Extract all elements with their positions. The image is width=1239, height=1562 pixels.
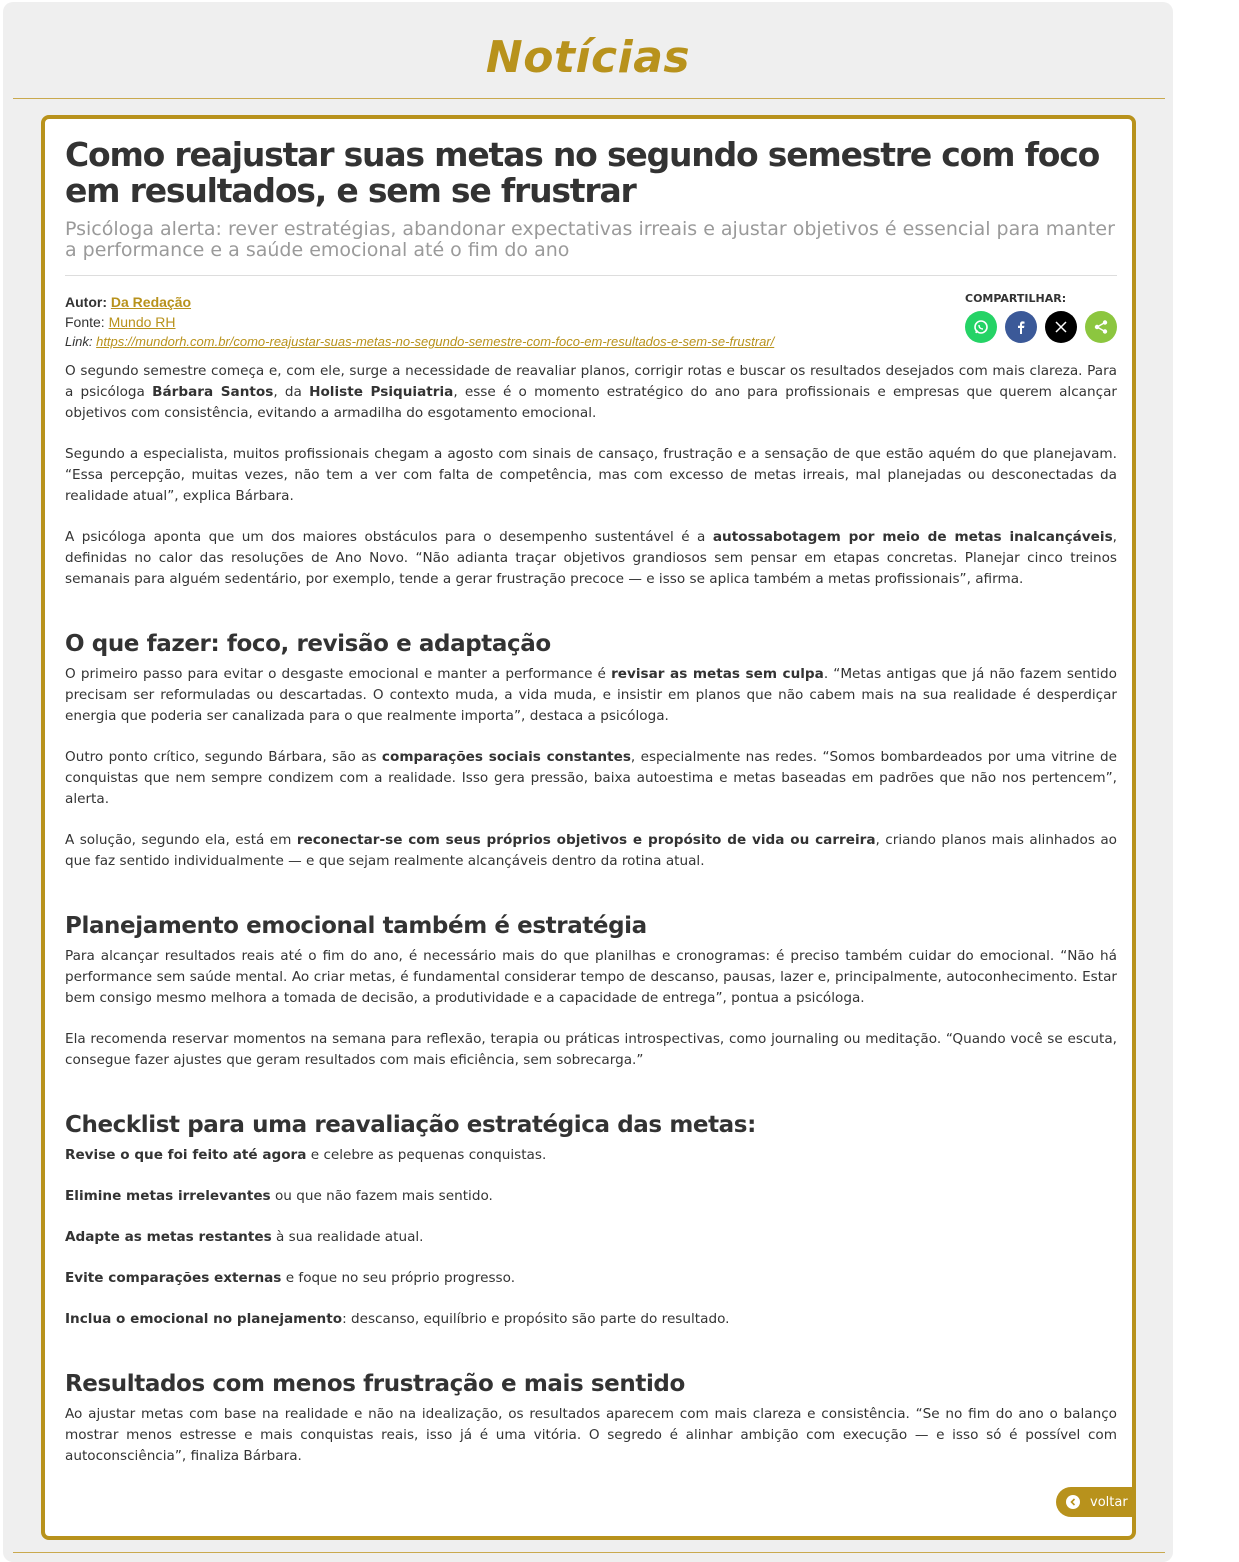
source-label: Fonte: — [65, 314, 105, 330]
whatsapp-share-button[interactable] — [965, 311, 997, 343]
page-title: Notícias — [485, 32, 691, 83]
facebook-share-button[interactable] — [1005, 311, 1037, 343]
whatsapp-icon — [973, 319, 989, 335]
section4-paragraph-1: Ao ajustar metas com base na realidade e não na idealização, os resultados aparecem com mais clareza e consistência. “Se no fim do ano o balanço mostrar menos estresse e mais conquistas reais, isso já é uma vitória. O segredo é alinhar ambição com execução — e isso só é possível com autoconsciência”, finaliza Bárbara. — [65, 1406, 1117, 1464]
title-divider — [13, 98, 1165, 99]
article-content — [65, 119, 1117, 1467]
section2-paragraph-2: Ela recomenda reservar momentos na semana para reflexão, terapia ou práticas introspectivas, como journaling ou meditação. “Quando você se escuta, consegue fazer ajustes que geram resultados com mais eficiência, sem sobrecarga.” — [65, 1031, 1117, 1068]
checklist-item: Elimine metas irrelevantes ou que não fazem mais sentido. — [65, 1188, 493, 1204]
section1-paragraph-2: Outro ponto crítico, segundo Bárbara, são as comparações sociais constantes, especialmente nas redes. “Somos bombardeados por uma vitrine de conquistas que nem sempre condizem com a realidade. Isso gera pressão, baixa autoestima e metas baseadas em padrões que não nos pertencem”, alerta. — [65, 749, 1117, 807]
author-link[interactable]: Da Redação — [110, 294, 192, 310]
bottom-divider — [13, 1552, 1165, 1553]
source-line — [65, 312, 774, 332]
section-heading-3: Checklist para uma reavaliação estratégica das metas: — [65, 1112, 756, 1138]
author-line — [65, 292, 774, 312]
article-meta — [65, 276, 1117, 361]
share-icon — [1093, 319, 1109, 335]
share-label: COMPARTILHAR: — [965, 292, 1067, 305]
section-heading-2: Planejamento emocional também é estratégia — [65, 913, 647, 939]
section1-paragraph-3: A solução, segundo ela, está em reconectar-se com seus próprios objetivos e propósito de vida ou carreira, criando planos mais alinhados ao que faz sentido individualmente — e que sejam realmente alcançáveis dentro da rotina atual. — [65, 832, 1117, 869]
checklist-item: Evite comparações externas e foque no seu próprio progresso. — [65, 1270, 516, 1286]
article-url-link[interactable]: https://mundorh.com.br/como-reajustar-suas-metas-no-segundo-semestre-com-foco-em-resultados-e-sem-se-frustrar/ — [96, 334, 775, 349]
checklist-item: Adapte as metas restantes à sua realidade atual. — [65, 1229, 424, 1245]
author-label: Autor: — [65, 294, 107, 310]
page-container — [3, 2, 1173, 1562]
facebook-icon — [1015, 320, 1027, 334]
share-panel — [957, 292, 1117, 343]
intro-paragraph-1: O segundo semestre começa e, com ele, surge a necessidade de reavaliar planos, corrigir rotas e buscar os resultados desejados com mais clareza. Para a psicóloga Bárbara Santos, da Holiste Psiquiatria, esse é o momento estratégico do ano para profissionais e empresas que querem alcançar objetivos com consistência, evitando a armadilha do esgotamento emocional. — [65, 363, 1118, 421]
link-line — [65, 332, 774, 351]
article-subtitle: Psicóloga alerta: rever estratégias, abandonar expectativas irreais e ajustar objetivos é essencial para manter a performance e a saúde emocional até o fim do ano — [65, 218, 1115, 261]
checklist-item: Inclua o emocional no planejamento: descanso, equilíbrio e propósito são parte do resultado. — [65, 1311, 730, 1327]
section-heading-1: O que fazer: foco, revisão e adaptação — [65, 631, 551, 657]
back-button[interactable] — [1056, 1487, 1136, 1517]
article-card — [41, 115, 1136, 1540]
back-button-label: voltar — [1090, 1494, 1128, 1510]
generic-share-button[interactable] — [1085, 311, 1117, 343]
x-share-button[interactable] — [1045, 311, 1077, 343]
article-headline: Como reajustar suas metas no segundo semestre com foco em resultados, e sem se frustrar — [65, 135, 1100, 210]
checklist — [65, 1145, 1117, 1330]
back-arrow-icon — [1066, 1495, 1080, 1509]
section-heading-4: Resultados com menos frustração e mais sentido — [65, 1371, 685, 1397]
section1-paragraph-1: O primeiro passo para evitar o desgaste emocional e manter a performance é revisar as metas sem culpa. “Metas antigas que já não fazem sentido precisam ser reformuladas ou descartadas. O contexto muda, a vida muda, e insistir em planos que não cabem mais na sua realidade é desperdiçar energia que poderia ser canalizada para o que realmente importa”, destaca a psicóloga. — [65, 666, 1117, 724]
checklist-item: Revise o que foi feito até agora e celebre as pequenas conquistas. — [65, 1147, 547, 1163]
article-body — [65, 361, 1117, 1467]
intro-paragraph-3: A psicóloga aponta que um dos maiores obstáculos para o desempenho sustentável é a autossabotagem por meio de metas inalcançáveis, definidas no calor das resoluções de Ano Novo. “Não adianta traçar objetivos grandiosos sem pensar em etapas concretas. Planejar cinco treinos semanais para alguém sedentário, por exemplo, tende a gerar frustração precoce — e isso se aplica também a metas profissionais”, afirma. — [65, 529, 1117, 587]
source-link[interactable]: Mundo RH — [108, 314, 176, 330]
section2-paragraph-1: Para alcançar resultados reais até o fim do ano, é necessário mais do que planilhas e cronogramas: é preciso também cuidar do emocional. “Não há performance sem saúde mental. Ao criar metas, é fundamental considerar tempo de descanso, pausas, lazer e, principalmente, autoconhecimento. Estar bem consigo mesmo melhora a tomada de decisão, a produtividade e a capacidade de entrega”, pontua a psicóloga. — [65, 948, 1117, 1006]
x-icon — [1055, 321, 1067, 333]
link-label: Link: — [65, 334, 93, 349]
intro-paragraph-2: Segundo a especialista, muitos profissionais chegam a agosto com sinais de cansaço, frustração e a sensação de que estão aquém do que planejavam. “Essa percepção, muitas vezes, não tem a ver com falta de competência, mas com excesso de metas irreais, mal planejadas ou desconectadas da realidade atual”, explica Bárbara. — [65, 446, 1117, 504]
